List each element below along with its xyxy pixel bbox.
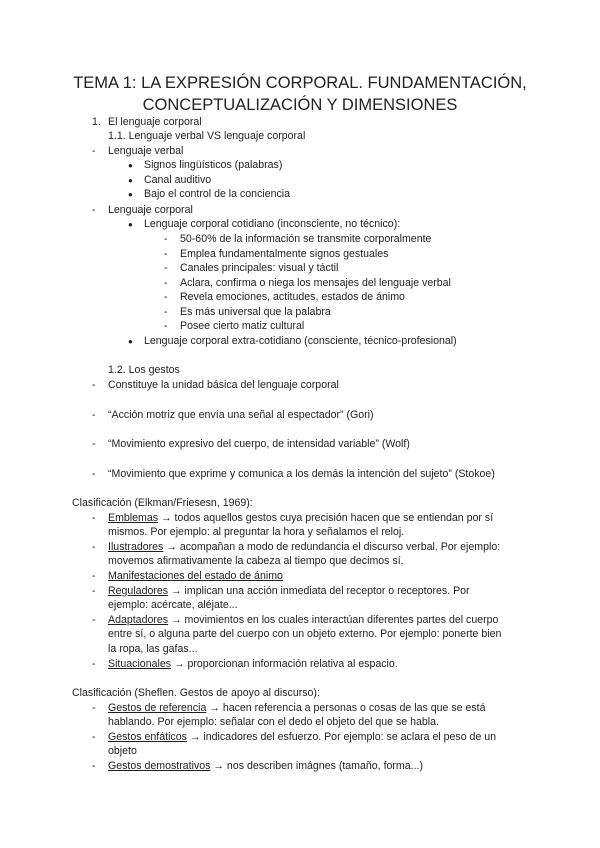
dash-marker: - [92,658,96,670]
dash-marker: - [92,204,96,216]
dash-marker: - [164,277,168,289]
list-item: Gestos enfáticos → indicadores del esfuerzo. Por ejemplo: se aclara el peso de un [108,731,497,743]
bullet-marker: ● [128,337,133,346]
section-heading: El lenguaje corporal [108,116,202,128]
term: Situacionales [108,658,172,670]
list-item: “Acción motriz que envía una señal al espectador” (Gori) [108,409,374,421]
dash-marker: - [92,541,96,553]
term: Gestos enfáticos [108,731,187,743]
list-item: Posee cierto matiz cultural [180,320,305,332]
list-item: Es más universal que la palabra [180,306,331,318]
bullet-marker: ● [128,220,133,229]
list-item: Revela emociones, actitudes, estados de ánimo [180,291,405,303]
list-item: Canales principales: visual y táctil [180,262,339,274]
list-item: “Movimiento expresivo del cuerpo, de intensidad variable” (Wolf) [108,438,410,450]
list-item: Constituye la unidad básica del lenguaje corporal [108,379,339,391]
section-heading: Clasificación (Elkman/Friesesn, 1969): [72,497,253,509]
list-item: Adaptadores → movimientos en los cuales interactúan diferentes partes del cuerpo [108,614,499,626]
dash-marker: - [164,262,168,274]
dash-marker: - [92,145,96,157]
term: Manifestaciones del estado de ánimo [108,570,283,582]
list-item-continuation: movemos afirmativamente la cabeza al tiempo que decimos sí. [108,555,404,567]
dash-marker: - [164,291,168,303]
dash-marker: - [92,468,96,480]
section-heading: Clasificación (Sheflen. Gestos de apoyo al discurso): [72,687,320,699]
page-title [40,72,560,116]
dash-marker: - [92,570,96,582]
list-item: Signos lingüísticos (palabras) [144,159,283,171]
subsection-heading: 1.1. Lenguaje verbal VS lenguaje corporal [108,130,306,142]
dash-marker: - [164,233,168,245]
subsection-heading: 1.2. Los gestos [108,364,180,376]
list-item: “Movimiento que exprime y comunica a los demás la intención del sujeto” (Stokoe) [108,468,495,480]
list-number: 1. [92,116,101,128]
list-item-continuation: entre sí, o alguna parte del cuerpo con un objeto externo. Por ejemplo: ponerte bien [108,628,502,640]
list-item: Bajo el control de la conciencia [144,188,291,200]
list-item-continuation: ejemplo: acércate, aléjate... [108,599,238,611]
list-item: Emblemas → todos aquellos gestos cuya precisión hacen que se entiendan por sí [108,512,494,524]
list-item-continuation: objeto [108,745,137,757]
dash-marker: - [92,512,96,524]
list-item: Lenguaje corporal [108,204,193,216]
list-item: Gestos demostrativos → nos describen imágnes (tamaño, forma...) [108,760,424,772]
list-item-continuation: mismos. Por ejemplo: al preguntar la hora y señalamos el reloj. [108,526,405,538]
dash-marker: - [92,702,96,714]
list-item: Lenguaje corporal cotidiano (inconsciente, no técnico): [144,218,401,230]
list-item: Gestos de referencia → hacen referencia a personas o cosas de las que se está [108,702,486,714]
term: Gestos de referencia [108,702,207,714]
title-line-1: TEMA 1: LA EXPRESIÓN CORPORAL. FUNDAMENTACIÓN, [73,74,527,92]
bullet-marker: ● [128,176,133,185]
list-item: Canal auditivo [144,174,212,186]
dash-marker: - [92,731,96,743]
dash-marker: - [92,760,96,772]
bullet-marker: ● [128,161,133,170]
list-item: Ilustradores → acompañan a modo de redundancia el discurso verbal. Por ejemplo: [108,541,501,553]
term: Emblemas [108,512,159,524]
dash-marker: - [92,585,96,597]
dash-marker: - [92,614,96,626]
term: Gestos demostrativos [108,760,211,772]
list-item-continuation: hablando. Por ejemplo: señalar con el dedo el objeto del que se habla. [108,716,439,728]
dash-marker: - [164,248,168,260]
list-item: Reguladores → implican una acción inmediata del receptor o receptores. Por [108,585,470,597]
dash-marker: - [92,379,96,391]
dash-marker: - [92,438,96,450]
title-line-2: CONCEPTUALIZACIÓN Y DIMENSIONES [142,96,458,114]
dash-marker: - [164,306,168,318]
list-item: Aclara, confirma o niega los mensajes del lenguaje verbal [180,277,451,289]
bullet-marker: ● [128,190,133,199]
list-item: Emplea fundamentalmente signos gestuales [180,248,389,260]
term: Adaptadores [108,614,169,626]
list-item: Lenguaje verbal [108,145,184,157]
list-item: Lenguaje corporal extra-cotidiano (consciente, técnico-profesional) [144,335,457,347]
dash-marker: - [164,320,168,332]
list-item: 50-60% de la información se transmite corporalmente [180,233,432,245]
list-item: Situacionales → proporcionan información relativa al espacio. [108,658,398,670]
term: Ilustradores [108,541,164,553]
term: Reguladores [108,585,169,597]
list-item-continuation: la ropa, las gafas... [108,643,198,655]
dash-marker: - [92,409,96,421]
